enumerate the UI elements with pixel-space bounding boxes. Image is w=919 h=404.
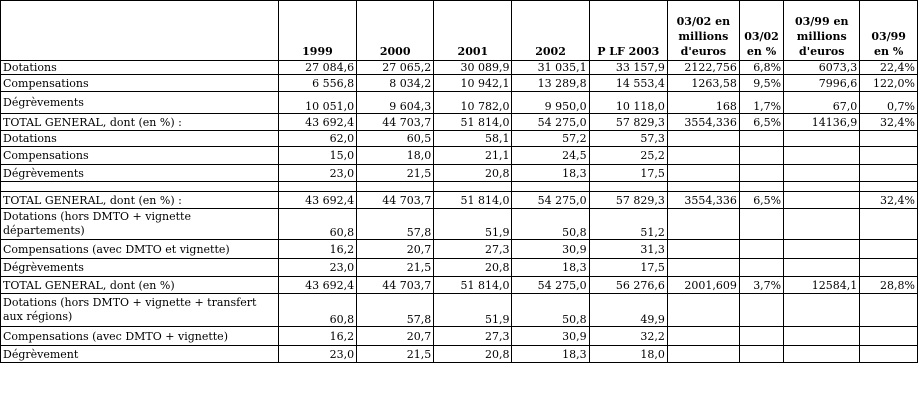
table-cell: 30,9 [512,240,589,259]
table-cell [860,209,918,240]
table-cell [860,259,918,277]
table-cell [589,182,667,192]
table-cell [784,131,860,147]
table-cell [667,240,739,259]
table-cell [784,259,860,277]
table-cell: 51,9 [434,209,512,240]
table-cell [434,182,512,192]
table-cell: 30 089,9 [434,61,512,75]
table-cell: 20,8 [434,346,512,363]
row-label: Dotations (hors DMTO + vignette + transfert aux régions) [1,294,279,327]
table-cell: 21,1 [434,147,512,165]
table-cell: 32,4% [860,114,918,131]
table-cell: 20,7 [357,327,434,346]
row-label: TOTAL GENERAL, dont (en %) : [1,192,279,209]
row-label: Dégrèvements [1,259,279,277]
table-cell: 0,7% [860,92,918,114]
table-cell: 122,0% [860,75,918,92]
table-cell [667,346,739,363]
row-label: Compensations (avec DMTO et vignette) [1,240,279,259]
table-cell: 18,3 [512,165,589,182]
table-cell: 10 051,0 [278,92,356,114]
table-cell: 6,5% [739,114,783,131]
table-cell: 27 084,6 [278,61,356,75]
table-cell [278,182,356,192]
column-header: 2001 [434,1,512,61]
table-cell: 33 157,9 [589,61,667,75]
table-cell: 21,5 [357,259,434,277]
table-cell: 51 814,0 [434,192,512,209]
table-row [1,147,918,165]
table-cell: 24,5 [512,147,589,165]
table-cell: 9,5% [739,75,783,92]
table-row [1,240,918,259]
table-cell: 50,8 [512,294,589,327]
table-cell [739,294,783,327]
table-cell: 9 604,3 [357,92,434,114]
table-cell [739,182,783,192]
table-cell: 31,3 [589,240,667,259]
table-row [1,92,918,114]
table-cell: 57,2 [512,131,589,147]
table-cell [860,327,918,346]
table-cell: 32,2 [589,327,667,346]
table-cell [667,131,739,147]
table-cell: 16,2 [278,240,356,259]
table-cell: 13 289,8 [512,75,589,92]
table-cell: 14 553,4 [589,75,667,92]
table-cell: 12584,1 [784,277,860,294]
table-cell: 60,8 [278,294,356,327]
table-cell [667,147,739,165]
row-label: Dégrèvements [1,92,279,114]
table-row [1,61,918,75]
table-cell: 17,5 [589,165,667,182]
table-cell: 44 703,7 [357,114,434,131]
table-cell: 7996,6 [784,75,860,92]
table-cell [860,346,918,363]
table-cell: 49,9 [589,294,667,327]
table-cell: 20,8 [434,259,512,277]
table-cell [784,182,860,192]
table-cell [860,165,918,182]
table-cell [667,209,739,240]
table-cell: 57 829,3 [589,114,667,131]
table-cell [784,165,860,182]
table-cell: 27,3 [434,240,512,259]
table-cell: 9 950,0 [512,92,589,114]
table-cell: 44 703,7 [357,192,434,209]
table-cell [860,294,918,327]
table-body [1,61,918,363]
table-cell: 50,8 [512,209,589,240]
table-cell: 10 118,0 [589,92,667,114]
row-label [1,182,279,192]
table-row [1,277,918,294]
table-row [1,131,918,147]
table-cell: 51,9 [434,294,512,327]
table-cell: 1,7% [739,92,783,114]
table-cell [667,182,739,192]
table-cell: 10 782,0 [434,92,512,114]
table-cell: 20,8 [434,165,512,182]
table-cell [784,327,860,346]
row-label: Dotations (hors DMTO + vignette départements) [1,209,279,240]
table-row [1,346,918,363]
table-cell: 44 703,7 [357,277,434,294]
table-cell: 43 692,4 [278,192,356,209]
table-cell: 22,4% [860,61,918,75]
column-header: 03/99 en millions d'euros [784,1,860,61]
table-cell: 31 035,1 [512,61,589,75]
table-cell [512,182,589,192]
table-cell: 27 065,2 [357,61,434,75]
table-cell [739,209,783,240]
table-cell [667,294,739,327]
table-row [1,294,918,327]
column-header [1,1,279,61]
table-cell: 57,3 [589,131,667,147]
header-row [1,1,918,61]
table-cell: 54 275,0 [512,277,589,294]
table-cell: 30,9 [512,327,589,346]
table-cell: 23,0 [278,259,356,277]
table-cell: 23,0 [278,346,356,363]
table-cell [784,240,860,259]
table-cell [860,131,918,147]
table-cell: 6,5% [739,192,783,209]
table-cell: 57,8 [357,294,434,327]
table-cell: 18,0 [357,147,434,165]
table-cell [860,240,918,259]
table-cell: 60,5 [357,131,434,147]
table-cell: 57 829,3 [589,192,667,209]
row-label: Dotations [1,131,279,147]
table-cell: 3554,336 [667,114,739,131]
table-cell [784,294,860,327]
table-row [1,209,918,240]
table-cell: 60,8 [278,209,356,240]
table-cell: 18,3 [512,259,589,277]
table-cell: 25,2 [589,147,667,165]
table-cell: 1263,58 [667,75,739,92]
table-cell: 21,5 [357,165,434,182]
table-cell: 2122,756 [667,61,739,75]
table-cell: 15,0 [278,147,356,165]
table-cell: 57,8 [357,209,434,240]
table-cell: 14136,9 [784,114,860,131]
table-cell [739,240,783,259]
table-cell: 58,1 [434,131,512,147]
table-cell: 6073,3 [784,61,860,75]
table-cell: 8 034,2 [357,75,434,92]
table-cell [667,165,739,182]
table-cell: 168 [667,92,739,114]
table-cell: 16,2 [278,327,356,346]
row-label: Dotations [1,61,279,75]
table-cell: 62,0 [278,131,356,147]
table-cell [667,327,739,346]
column-header: 03/02 en % [739,1,783,61]
column-header: 1999 [278,1,356,61]
table-row [1,259,918,277]
table-cell [739,327,783,346]
table-cell: 21,5 [357,346,434,363]
row-label: TOTAL GENERAL, dont (en %) : [1,114,279,131]
table-row [1,114,918,131]
table-cell [667,259,739,277]
table-cell: 3,7% [739,277,783,294]
table-cell: 43 692,4 [278,277,356,294]
table-cell [739,131,783,147]
table-cell: 51,2 [589,209,667,240]
column-header: P LF 2003 [589,1,667,61]
table-cell [739,165,783,182]
table-cell: 54 275,0 [512,114,589,131]
row-label: Compensations (avec DMTO + vignette) [1,327,279,346]
table-cell: 54 275,0 [512,192,589,209]
column-header: 2000 [357,1,434,61]
table-cell: 51 814,0 [434,114,512,131]
table-cell [357,182,434,192]
table-cell: 32,4% [860,192,918,209]
table-cell [784,346,860,363]
table-cell [739,147,783,165]
table-cell: 18,0 [589,346,667,363]
table-cell [860,147,918,165]
table-row [1,192,918,209]
table-cell [860,182,918,192]
table-cell: 20,7 [357,240,434,259]
table-cell: 67,0 [784,92,860,114]
table-cell: 6,8% [739,61,783,75]
table-row [1,75,918,92]
table-cell: 6 556,8 [278,75,356,92]
row-label: Compensations [1,147,279,165]
table-cell [784,192,860,209]
table-cell: 43 692,4 [278,114,356,131]
table-cell: 17,5 [589,259,667,277]
row-label: TOTAL GENERAL, dont (en %) [1,277,279,294]
table-row [1,182,918,192]
table-cell: 51 814,0 [434,277,512,294]
column-header: 03/99 en % [860,1,918,61]
table-row [1,327,918,346]
column-header: 2002 [512,1,589,61]
table-cell: 56 276,6 [589,277,667,294]
table-cell: 18,3 [512,346,589,363]
column-header: 03/02 en millions d'euros [667,1,739,61]
row-label: Dégrèvements [1,165,279,182]
table-cell: 10 942,1 [434,75,512,92]
table-cell [784,209,860,240]
table-cell: 28,8% [860,277,918,294]
table-row [1,165,918,182]
table-cell [739,346,783,363]
table-cell: 2001,609 [667,277,739,294]
table-cell: 27,3 [434,327,512,346]
table-cell [784,147,860,165]
table-cell [739,259,783,277]
table-cell: 3554,336 [667,192,739,209]
row-label: Compensations [1,75,279,92]
table-cell: 23,0 [278,165,356,182]
row-label: Dégrèvement [1,346,279,363]
